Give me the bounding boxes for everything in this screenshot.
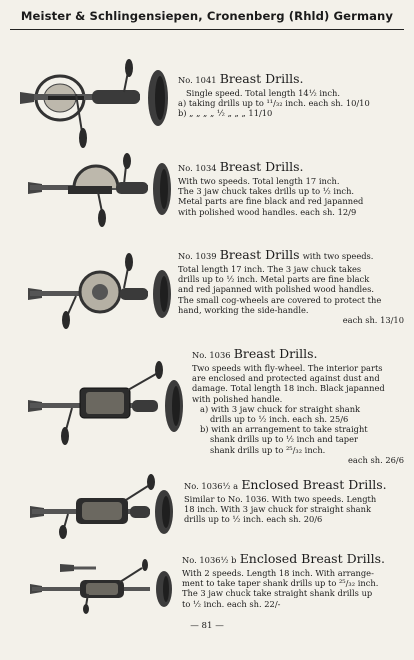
entry-price: each sh. 13/10 [342, 315, 404, 326]
entry-text-line: drills up to ½ inch. each sh. 20/6 [184, 514, 323, 525]
entry-number: No. 1039 [178, 251, 217, 261]
entry-text-line: with polished wood handles. each sh. 12/9 [178, 206, 357, 217]
entry-1041 [178, 72, 404, 119]
entry-text-line: Metal parts are fine black and red japanned [178, 196, 364, 207]
entry-name: Enclosed Breast Drills. [239, 551, 385, 566]
entry-option-line: a) with 3 jaw chuck for straight shank [200, 403, 361, 414]
header-rule [10, 29, 404, 30]
entry-option-line: b) with an arrangement to take straight [200, 424, 368, 435]
breast-drill-1036-illustration [28, 358, 188, 454]
breast-drill-1041-illustration [20, 58, 180, 148]
entry-text-line: damage. Total length 18 inch. Black japanned [192, 383, 385, 394]
page-number: — 81 — [190, 621, 224, 631]
entry-1036b [182, 552, 404, 609]
entry-text-line: Similar to No. 1036. With two speeds. Length [184, 494, 377, 504]
breast-drill-1039-illustration [28, 252, 178, 330]
entry-1036a [184, 478, 404, 525]
entry-text-line: a) taking drills up to ¹¹/₃₂ inch. each sh. 10/10 [178, 98, 370, 109]
entry-text-line: ment to take taper shank drills up to ²⁵/₃₂ inch. [182, 578, 379, 589]
entry-text-line: The 3 jaw chuck takes drills up to ½ inch. [178, 186, 355, 197]
entry-text-line: with polished handle. [192, 393, 283, 404]
entry-text-line: Total length 17 inch. The 3 jaw chuck takes [178, 264, 362, 274]
entry-text-line: 18 inch. With 3 jaw chuck for straight shank [184, 504, 371, 515]
entry-text-line: to ½ inch. each sh. 22/- [182, 598, 281, 609]
entry-number: No. 1036½ b [182, 555, 237, 565]
entry-text-line: Single speed. Total length 14½ inch. [186, 88, 341, 98]
breast-drill-1036a-illustration [30, 470, 180, 540]
entry-text-line: The 3 jaw chuck take straight shank drills up [182, 588, 373, 599]
breast-drill-1034-illustration [28, 152, 178, 228]
entry-number: No. 1036½ a [184, 481, 239, 491]
entry-text-line: b) „ „ „ „ ½ „ „ „ 11/10 [178, 108, 273, 119]
entry-option-line: drills up to ½ inch. each sh. 25/6 [210, 414, 349, 425]
entry-option-line: shank drills up to ²⁵/₃₂ inch. [210, 444, 326, 455]
entry-text-line: hand, working the side-handle. [178, 304, 309, 315]
entry-name: Breast Drills [219, 247, 300, 262]
entry-text-line: Two speeds with fly-wheel. The interior parts [192, 363, 383, 373]
entry-text-line: are enclosed and protected against dust and [192, 373, 380, 384]
entry-number: No. 1034 [178, 163, 217, 173]
entry-option-line: shank drills up to ½ inch and taper [210, 434, 358, 445]
entry-name: Breast Drills. [219, 71, 304, 86]
entry-text-line: The small cog-wheels are covered to protect the [178, 294, 382, 305]
page-header: Meister & Schlingensiepen, Cronenberg (Rhld) Germany [20, 9, 394, 23]
entry-name: Breast Drills. [233, 346, 318, 361]
entry-1034 [178, 160, 404, 217]
entry-text-line: With two speeds. Total length 17 inch. [178, 176, 340, 186]
entry-text-line: With 2 speeds. Length 18 inch. With arrange- [182, 568, 374, 578]
entry-text-line: and red japanned with polished wood handles. [178, 284, 374, 295]
breast-drill-1036b-illustration [30, 558, 180, 614]
entry-name: Breast Drills. [219, 159, 304, 174]
entry-price: each sh. 26/6 [348, 454, 404, 465]
entry-1039 [178, 248, 404, 325]
entry-text-line: drills up to ½ inch. Metal parts are fine black [178, 274, 370, 285]
entry-name: Enclosed Breast Drills. [241, 477, 387, 492]
entry-1036 [192, 347, 404, 465]
entry-name-suffix: with two speeds. [302, 251, 374, 261]
entry-number: No. 1036 [192, 350, 231, 360]
entry-number: No. 1041 [178, 75, 217, 85]
